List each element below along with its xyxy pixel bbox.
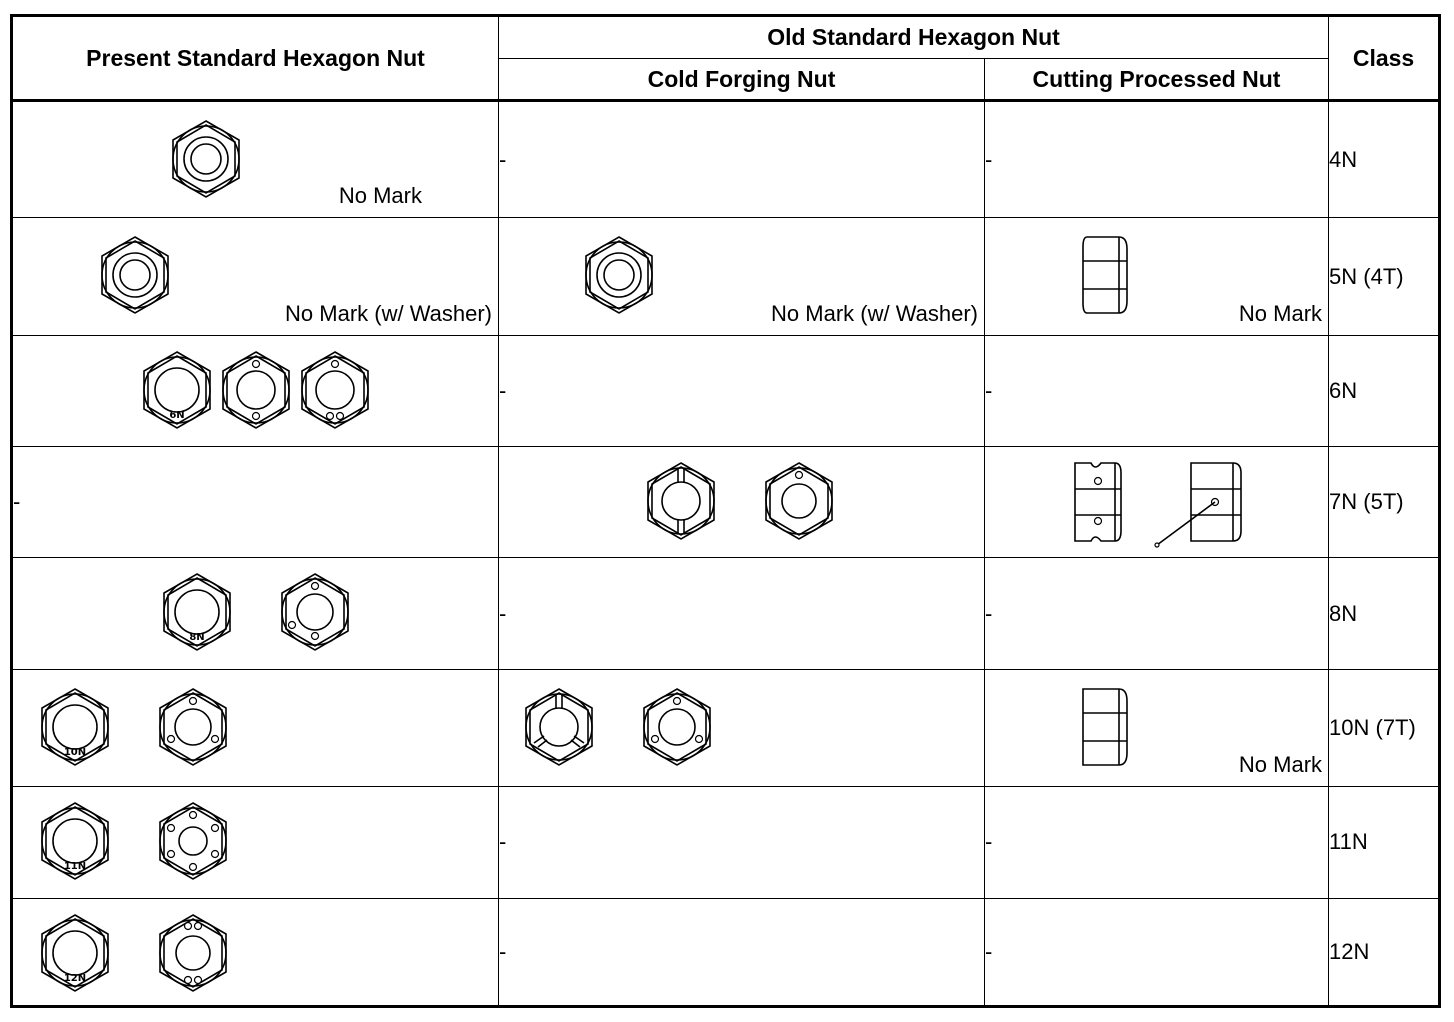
class-cell: 4N (1329, 101, 1440, 218)
cold-forging-cell: - (499, 101, 985, 218)
cold-forging-cell (499, 669, 985, 786)
hex-nut-three-dot-icon (155, 685, 231, 769)
cold-forging-cell (499, 218, 985, 335)
hex-nut-12n-mark-icon (37, 911, 113, 995)
cold-forging-cell: - (499, 558, 985, 669)
hex-nut-dot-mark-icon (218, 348, 294, 432)
present-cell (12, 101, 499, 218)
table-row (12, 558, 1440, 669)
present-cell (12, 669, 499, 786)
cold-forging-cell: - (499, 787, 985, 898)
present-cell: - (12, 447, 499, 558)
hex-nut-10n-mark-icon (37, 685, 113, 769)
class-header: Class (1329, 16, 1440, 101)
present-cell (12, 218, 499, 335)
cold-forging-cell (499, 447, 985, 558)
hex-nut-three-dot-icon (277, 570, 353, 654)
hex-nut-6n-mark-icon (139, 348, 215, 432)
table-row (12, 335, 1440, 446)
hex-nut-four-dot-icon (155, 911, 231, 995)
nut-stamp-text: 11N (63, 861, 87, 873)
class-cell: 7N (5T) (1329, 447, 1440, 558)
table-row (12, 669, 1440, 786)
cutting-processed-cell: - (985, 101, 1329, 218)
hexagon-nut-class-table (10, 14, 1441, 1008)
no-mark-washer-label: No Mark (w/ Washer) (285, 300, 492, 326)
cutting-processed-cell (985, 669, 1329, 786)
nut-stamp-text: 10N (63, 746, 87, 758)
present-cell (12, 335, 499, 446)
old-standard-header: Old Standard Hexagon Nut (499, 16, 1329, 59)
present-standard-header: Present Standard Hexagon Nut (12, 16, 499, 101)
hex-nut-washer-icon (581, 233, 657, 317)
hex-nut-six-dot-icon (155, 799, 231, 883)
class-cell: 11N (1329, 787, 1440, 898)
class-cell: 12N (1329, 898, 1440, 1006)
no-mark-washer-label: No Mark (w/ Washer) (771, 300, 978, 326)
nut-side-view-icon (1079, 233, 1133, 317)
class-cell: 10N (7T) (1329, 669, 1440, 786)
cold-forging-cell: - (499, 898, 985, 1006)
hex-nut-11n-mark-icon (37, 799, 113, 883)
table-row (12, 898, 1440, 1006)
class-cell: 6N (1329, 335, 1440, 446)
cutting-processed-cell: - (985, 898, 1329, 1006)
cold-forging-cell: - (499, 335, 985, 446)
present-cell (12, 787, 499, 898)
cutting-processed-cell (985, 218, 1329, 335)
class-cell: 8N (1329, 558, 1440, 669)
table-row (12, 218, 1440, 335)
present-cell (12, 898, 499, 1006)
nut-stamp-text: 8N (189, 632, 205, 644)
hex-nut-dot-mark-icon (761, 459, 837, 543)
hex-nut-three-line-icon (521, 685, 597, 769)
no-mark-label: No Mark (1238, 752, 1323, 778)
cutting-processed-cell: - (985, 335, 1329, 446)
hex-nut-three-dot-icon (639, 685, 715, 769)
nut-side-notched-icon (1071, 459, 1125, 545)
hex-nut-8n-mark-icon (159, 570, 235, 654)
nut-stamp-text: 12N (63, 972, 87, 984)
nut-side-view-icon (1079, 685, 1133, 769)
nut-stamp-text: 6N (169, 409, 185, 421)
hex-nut-dot-mark-icon (297, 348, 373, 432)
cutting-processed-cell (985, 447, 1329, 558)
present-cell (12, 558, 499, 669)
hex-nut-icon (168, 117, 244, 201)
class-cell: 5N (4T) (1329, 218, 1440, 335)
cutting-processed-cell: - (985, 558, 1329, 669)
nut-side-pointer-icon (1151, 459, 1247, 549)
table-row (12, 787, 1440, 898)
cutting-processed-cell: - (985, 787, 1329, 898)
no-mark-label: No Mark (338, 183, 422, 209)
cold-forging-header: Cold Forging Nut (499, 59, 985, 101)
table-row (12, 447, 1440, 558)
hex-nut-washer-icon (97, 233, 173, 317)
table-row (12, 101, 1440, 218)
no-mark-label: No Mark (1238, 300, 1323, 326)
hex-nut-line-mark-icon (643, 459, 719, 543)
cutting-processed-header: Cutting Processed Nut (985, 59, 1329, 101)
